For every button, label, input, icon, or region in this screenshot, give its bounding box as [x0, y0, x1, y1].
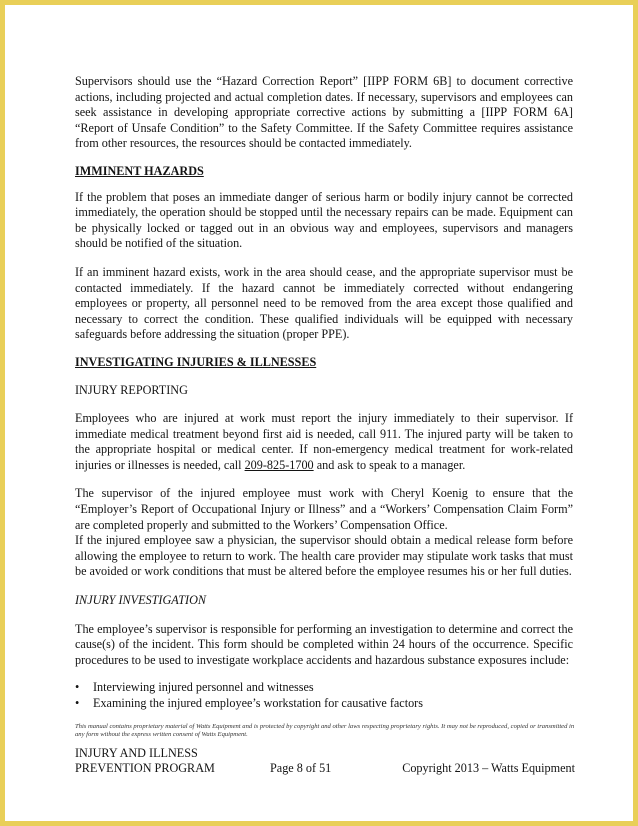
- bullet-icon: •: [75, 680, 80, 695]
- list-item-text: Interviewing injured personnel and witnesses: [93, 680, 314, 695]
- paragraph-imminent-hazard-exists: If an imminent hazard exists, work in the area should cease, and the appropriate supervisor must be contacted immediately. If the hazard cannot be immediately corrected without endangering employees or property, all personnel need to be removed from the area except those qualified and necessary to correct the condition. These qualified individuals will be equipped with necessary safeguards before addressing the situation (proper PPE).: [75, 264, 573, 342]
- procedure-list: [75, 680, 573, 711]
- heading-investigating-injuries: INVESTIGATING INJURIES & ILLNESSES: [75, 354, 317, 369]
- paragraph-injury-reporting: [75, 411, 573, 473]
- heading-imminent-hazards: IMMINENT HAZARDS: [75, 163, 204, 178]
- list-item: [75, 696, 573, 712]
- paragraph-hazard-correction: Supervisors should use the “Hazard Correction Report” [IIPP FORM 6B] to document corrective actions, including projected and actual completion dates. If necessary, supervisors and employees can seek assistance in developing appropriate corrective actions by submitting a [IIPP FORM 6A] “Report of Unsafe Condition” to the Safety Committee. If the Safety Committee requires assistance from other resources, the resources should be contacted immediately.: [75, 74, 573, 151]
- list-item-text: Examining the injured employee’s workstation for causative factors: [93, 696, 423, 710]
- bullet-icon: •: [75, 696, 80, 710]
- proprietary-notice: This manual contains proprietary material of Watts Equipment and is protected by copyright and other laws respecting proprietary rights. It may not be reproduced, copied or transmitted in any form without the express written consent of Watts Equipment.: [75, 723, 575, 739]
- footer-program-title: [75, 746, 255, 776]
- subheading-injury-investigation: INJURY INVESTIGATION: [75, 593, 207, 608]
- footer-program-line1: INJURY AND ILLNESS: [75, 746, 198, 760]
- paragraph-medical-release: If the injured employee saw a physician, the supervisor should obtain a medical release form before allowing the employee to return to work. The health care provider may stipulate work tasks that must be avoided or work conditions that must be altered before the employee resumes his or her full duties.: [75, 533, 573, 579]
- reporting-text-start: Employees who are injured at work must report the injury immediately to their supervisor. If immediate medical treatment beyond first aid is needed, call 911. The injured party will be taken to the appropriate hospital or medical center. If non-emergency medical treatment for work-related injuries or illnesses is needed, call: [75, 411, 573, 472]
- paragraph-imminent-danger: If the problem that poses an immediate danger of serious harm or bodily injury cannot be corrected immediately, the operation should be stopped until the necessary repairs can be made. Equipment can be physically locked or tagged out in an obvious way and employees, supervisors and managers should be notified of the situation.: [75, 189, 573, 251]
- paragraph-supervisor-forms: The supervisor of the injured employee must work with Cheryl Koenig to ensure that the “Employer’s Report of Occupational Injury or Illness” and a “Workers’ Compensation Claim Form” are completed properly and submitted to the Workers’ Compensation Office.: [75, 486, 573, 532]
- footer-page-number: Page 8 of 51: [270, 760, 332, 775]
- subheading-injury-reporting: INJURY REPORTING: [75, 382, 188, 397]
- document-page: [5, 5, 633, 821]
- list-item: [75, 680, 573, 696]
- phone-number: 209-825-1700: [244, 457, 314, 472]
- footer-copyright: Copyright 2013 – Watts Equipment: [402, 760, 575, 775]
- page-content: [75, 74, 573, 712]
- paragraph-investigation-procedure: The employee’s supervisor is responsible for performing an investigation to determine and correct the cause(s) of the incident. This form should be completed within 24 hours of the occurrence. Specific procedures to be used to investigate workplace accidents and hazardous substance exposures include:: [75, 621, 573, 667]
- footer-program-line2: PREVENTION PROGRAM: [75, 760, 215, 775]
- reporting-text-end: and ask to speak to a manager.: [313, 457, 466, 472]
